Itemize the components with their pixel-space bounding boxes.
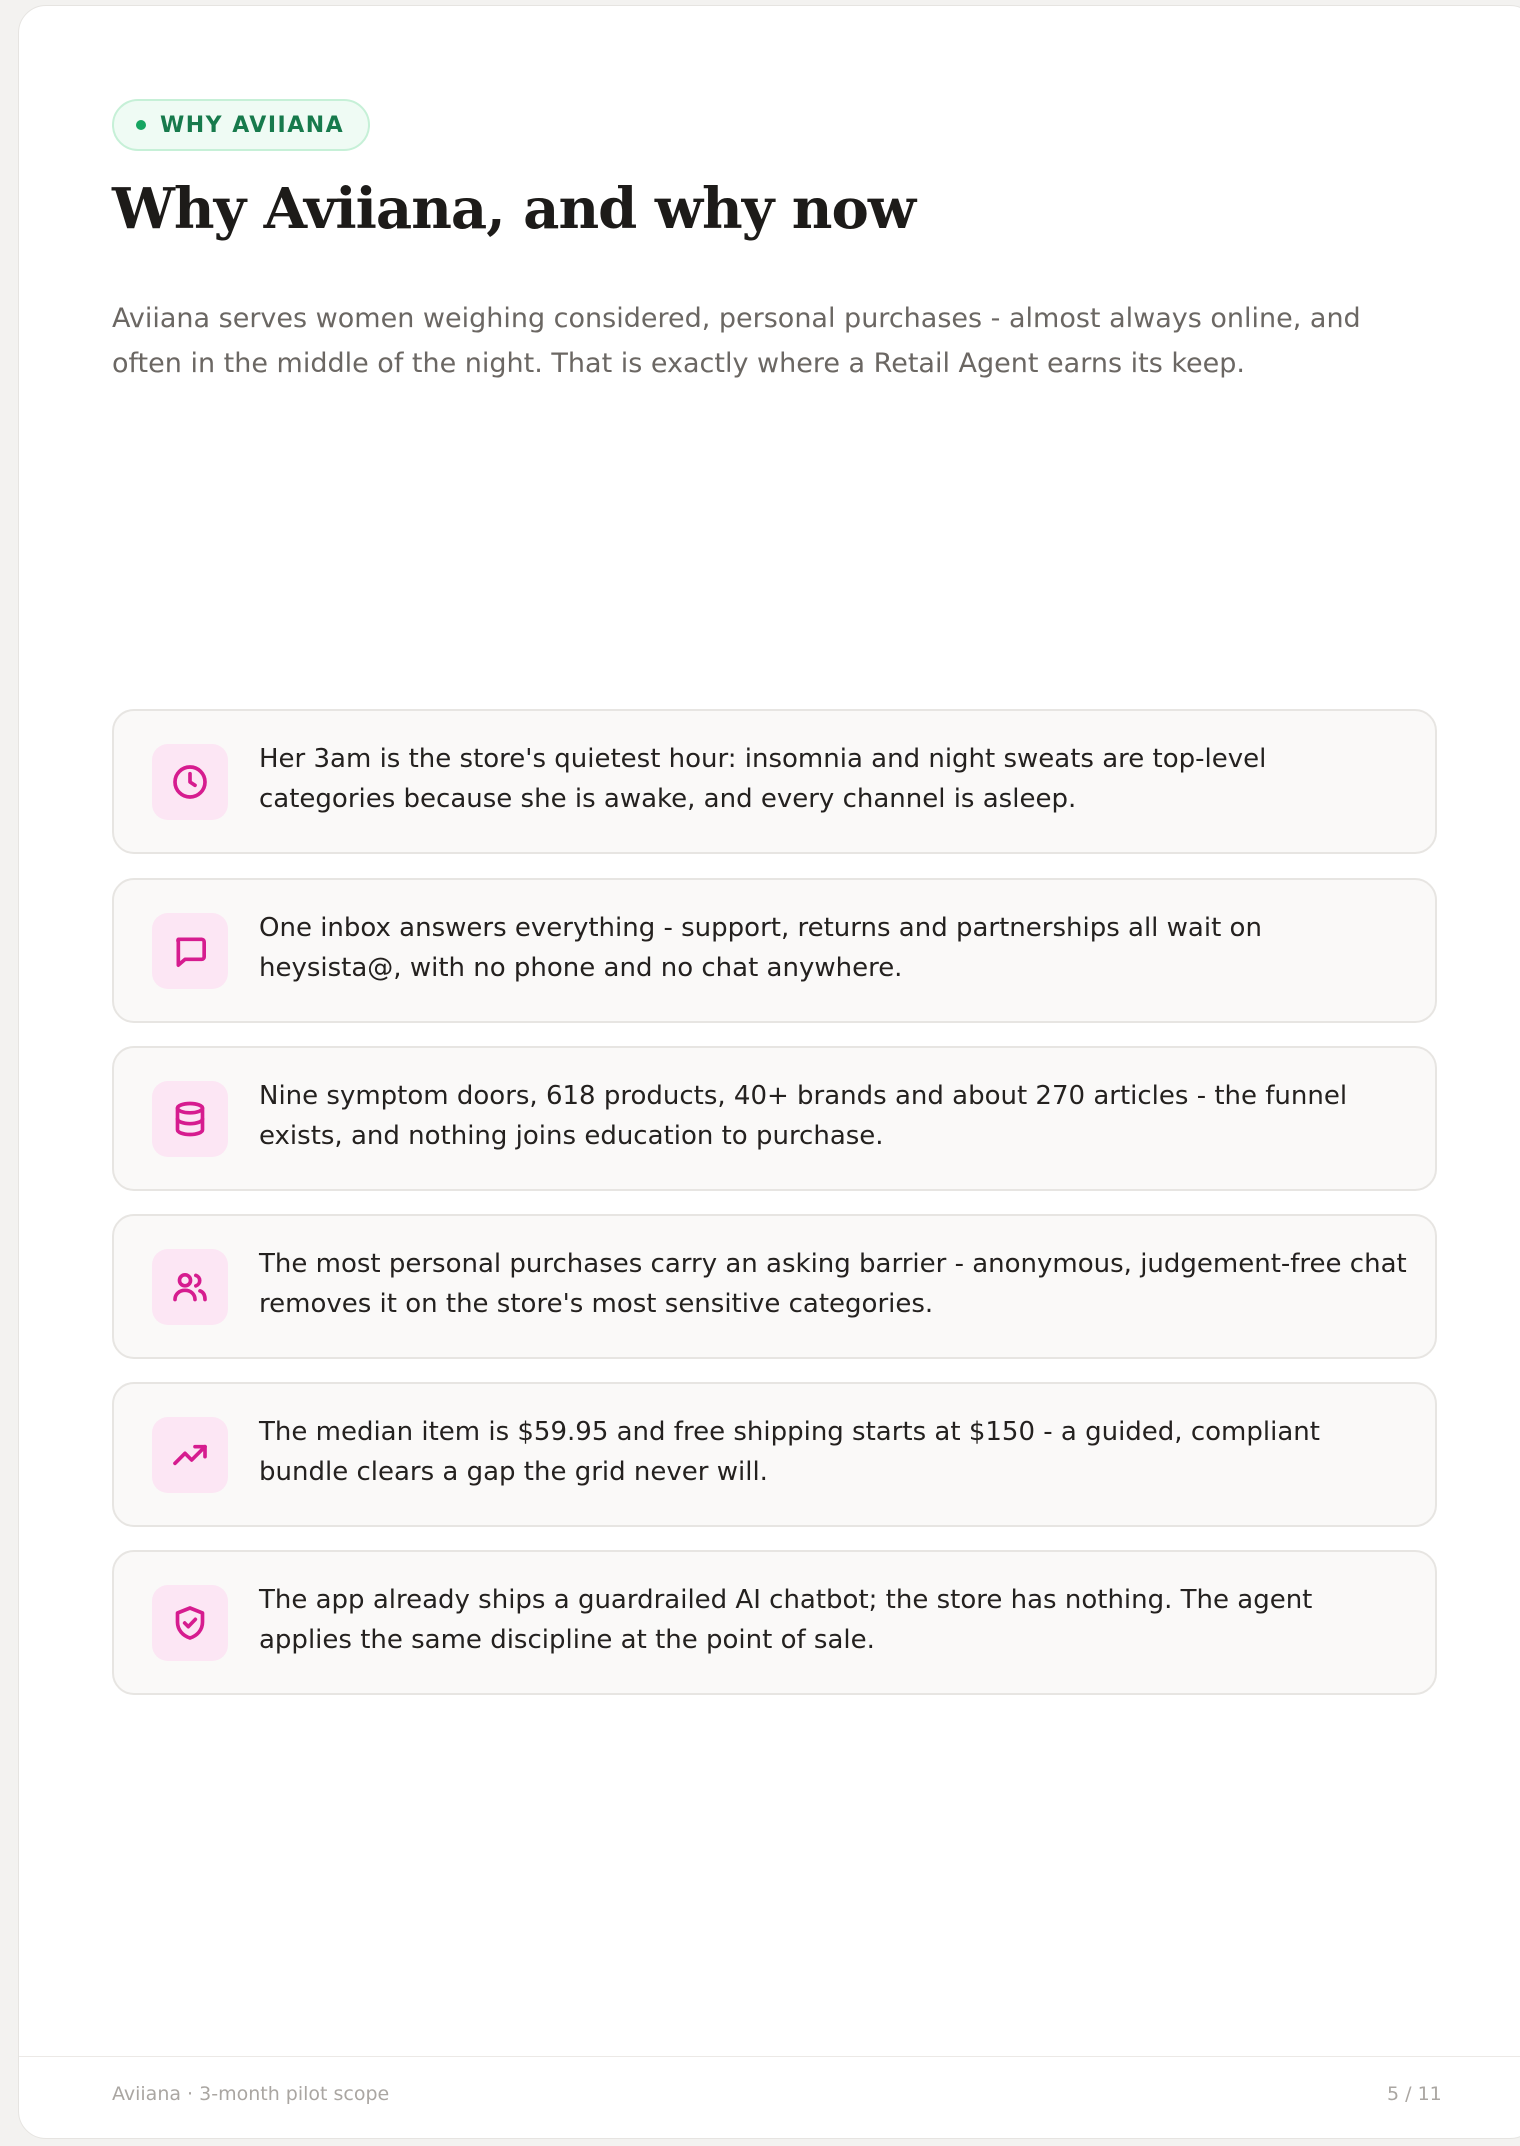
reason-card	[112, 1550, 1437, 1695]
users-icon	[152, 1249, 228, 1325]
reason-text: One inbox answers everything - support, returns and partnerships all wait on heysista@, with no phone and no chat anywhere.	[259, 913, 1262, 983]
reason-card	[112, 1382, 1437, 1527]
reason-text: Her 3am is the store's quietest hour: insomnia and night sweats are top-level categories because she is awake, and every channel is asleep.	[259, 744, 1267, 814]
clock-icon	[152, 744, 228, 820]
badge-label: WHY AVIIANA	[160, 112, 345, 138]
shield-check-icon	[152, 1585, 228, 1661]
reason-card	[112, 1214, 1437, 1359]
database-icon	[152, 1081, 228, 1157]
intro-paragraph: Aviiana serves women weighing considered, personal purchases - almost always online, and often in the middle of the night. That is exactly where a Retail Agent earns its keep.	[112, 303, 1361, 379]
trending-up-icon	[152, 1417, 228, 1493]
footer-caption: Aviiana · 3-month pilot scope	[112, 2083, 390, 2105]
page-title: Why Aviiana, and why now	[112, 176, 916, 242]
reason-text: The median item is $59.95 and free shipping starts at $150 - a guided, compliant bundle clears a gap the grid never will.	[259, 1417, 1320, 1487]
slide-page	[18, 5, 1520, 2139]
badge-dot	[136, 120, 146, 130]
reason-text: The most personal purchases carry an asking barrier - anonymous, judgement-free chat removes it on the store's most sensitive categories.	[259, 1249, 1407, 1319]
reason-card	[112, 1046, 1437, 1191]
reason-text: The app already ships a guardrailed AI chatbot; the store has nothing. The agent applies the same discipline at the point of sale.	[259, 1585, 1313, 1655]
reason-text: Nine symptom doors, 618 products, 40+ brands and about 270 articles - the funnel exists, and nothing joins education to purchase.	[259, 1081, 1348, 1151]
page-footer	[19, 2056, 1520, 2139]
chat-bubble-icon	[152, 913, 228, 989]
section-badge	[112, 99, 370, 151]
reason-card	[112, 709, 1437, 854]
page-number: 5 / 11	[1387, 2083, 1442, 2105]
reason-card	[112, 878, 1437, 1023]
